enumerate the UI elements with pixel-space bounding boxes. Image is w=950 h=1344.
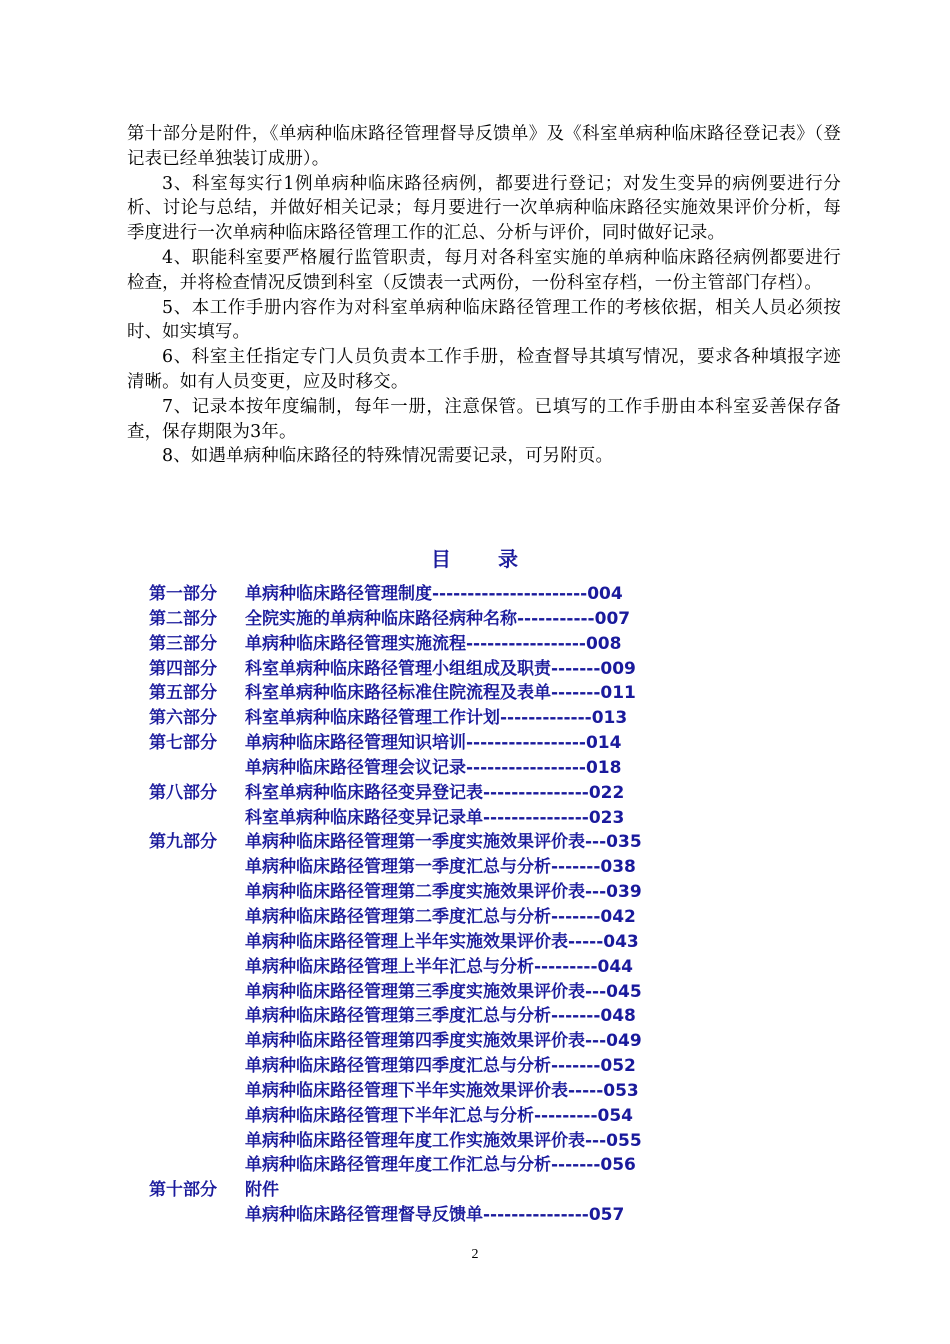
toc-entry: 单病种临床路径管理实施流程-----------------008 xyxy=(245,633,622,654)
toc-row[interactable] xyxy=(149,955,709,980)
paragraph: 4、职能科室要严格履行监管职责，每月对各科室实施的单病种临床路径病例都要进行检查，并将检查情况反馈到科室（反馈表一式两份，一份科室存档，一份主管部门存档）。 xyxy=(127,247,841,293)
toc-entry: 单病种临床路径管理上半年汇总与分析---------044 xyxy=(245,956,633,977)
toc-entry: 附件 xyxy=(245,1180,279,1201)
paragraph: 3、科室每实行1例单病种临床路径病例，都要进行登记；对发生变异的病例要进行分析、讨论与总结，并做好相关记录；每月要进行一次单病种临床路径实施效果评价分析，每季度进行一次单病种临床路径管理工作的汇总、分析与评价，同时做好记录。 xyxy=(127,173,841,244)
toc-row[interactable] xyxy=(149,880,709,905)
toc-row[interactable] xyxy=(149,1203,709,1228)
toc-part-label: 第十部分 xyxy=(149,1180,217,1201)
toc-row[interactable] xyxy=(149,657,709,682)
toc-part-label: 第六部分 xyxy=(149,708,217,729)
toc-entry: 单病种临床路径管理第二季度实施效果评价表---039 xyxy=(245,882,642,903)
toc-entry: 科室单病种临床路径管理工作计划-------------013 xyxy=(245,708,628,729)
toc-row[interactable] xyxy=(149,806,709,831)
toc-row[interactable] xyxy=(149,1178,709,1203)
toc-row[interactable] xyxy=(149,855,709,880)
toc-row[interactable] xyxy=(149,830,709,855)
toc-row[interactable] xyxy=(149,632,709,657)
toc-entry: 单病种临床路径管理下半年实施效果评价表-----053 xyxy=(245,1080,639,1101)
toc-entry: 单病种临床路径管理上半年实施效果评价表-----043 xyxy=(245,931,639,952)
toc-entry: 单病种临床路径管理年度工作汇总与分析-------056 xyxy=(245,1155,636,1176)
paragraph: 5、本工作手册内容作为对科室单病种临床路径管理工作的考核依据，相关人员必须按时、如实填写。 xyxy=(127,297,841,343)
toc-entry: 单病种临床路径管理下半年汇总与分析---------054 xyxy=(245,1105,633,1126)
toc-part-label: 第五部分 xyxy=(149,683,217,704)
toc-part-label: 第八部分 xyxy=(149,782,217,803)
toc-row[interactable] xyxy=(149,582,709,607)
toc-entry: 科室单病种临床路径变异登记表---------------022 xyxy=(245,782,625,803)
toc-entry: 单病种临床路径管理制度----------------------004 xyxy=(245,584,623,604)
toc-part-label: 第一部分 xyxy=(149,584,217,604)
toc-title-right: 录 xyxy=(498,547,519,571)
toc-entry: 科室单病种临床路径标准住院流程及表单-------011 xyxy=(245,683,636,704)
toc-row[interactable] xyxy=(149,1004,709,1029)
toc-part-label: 第四部分 xyxy=(149,658,217,679)
table-of-contents xyxy=(149,582,709,1228)
toc-entry: 单病种临床路径管理第四季度实施效果评价表---049 xyxy=(245,1031,642,1052)
toc-title xyxy=(0,543,950,572)
toc-row[interactable] xyxy=(149,1129,709,1154)
toc-entry: 单病种临床路径管理第三季度汇总与分析-------048 xyxy=(245,1006,636,1027)
toc-title-left: 目 xyxy=(431,547,452,571)
toc-row[interactable] xyxy=(149,1153,709,1178)
toc-entry: 单病种临床路径管理督导反馈单---------------057 xyxy=(245,1205,625,1226)
toc-row[interactable] xyxy=(149,681,709,706)
toc-part-label: 第七部分 xyxy=(149,733,217,754)
toc-entry: 单病种临床路径管理知识培训-----------------014 xyxy=(245,733,622,754)
paragraph: 6、科室主任指定专门人员负责本工作手册，检查督导其填写情况，要求各种填报字迹清晰。如有人员变更，应及时移交。 xyxy=(127,347,841,392)
toc-part-label: 第九部分 xyxy=(149,832,217,853)
toc-row[interactable] xyxy=(149,1104,709,1129)
toc-entry: 单病种临床路径管理第四季度汇总与分析-------052 xyxy=(245,1056,636,1077)
toc-entry: 单病种临床路径管理年度工作实施效果评价表---055 xyxy=(245,1130,642,1151)
paragraph: 8、如遇单病种临床路径的特殊情况需要记录，可另附页。 xyxy=(162,446,614,467)
toc-entry: 单病种临床路径管理第二季度汇总与分析-------042 xyxy=(245,906,636,927)
toc-entry: 科室单病种临床路径变异记录单---------------023 xyxy=(245,807,625,828)
page-number: 2 xyxy=(471,1247,479,1262)
toc-row[interactable] xyxy=(149,1079,709,1104)
toc-entry: 单病种临床路径管理会议记录-----------------018 xyxy=(245,757,622,778)
paragraph: 第十部分是附件，《单病种临床路径管理督导反馈单》及《科室单病种临床路径登记表》（登记表已经单独装订成册）。 xyxy=(127,124,841,169)
toc-row[interactable] xyxy=(149,607,709,632)
toc-entry: 科室单病种临床路径管理小组组成及职责-------009 xyxy=(245,658,636,679)
toc-row[interactable] xyxy=(149,1029,709,1054)
toc-entry: 单病种临床路径管理第一季度汇总与分析-------038 xyxy=(245,857,636,878)
toc-row[interactable] xyxy=(149,731,709,756)
toc-row[interactable] xyxy=(149,930,709,955)
paragraph: 7、记录本按年度编制，每年一册，注意保管。已填写的工作手册由本科室妥善保存备查，保存期限为3年。 xyxy=(127,396,841,442)
toc-entry: 全院实施的单病种临床路径病种名称-----------007 xyxy=(245,608,631,629)
toc-entry: 单病种临床路径管理第一季度实施效果评价表---035 xyxy=(245,832,642,853)
toc-row[interactable] xyxy=(149,905,709,930)
toc-part-label: 第二部分 xyxy=(149,608,217,629)
toc-part-label: 第三部分 xyxy=(149,633,217,654)
toc-row[interactable] xyxy=(149,706,709,731)
toc-row[interactable] xyxy=(149,781,709,806)
toc-row[interactable] xyxy=(149,1054,709,1079)
toc-row[interactable] xyxy=(149,756,709,781)
toc-entry: 单病种临床路径管理第三季度实施效果评价表---045 xyxy=(245,981,642,1002)
body-text xyxy=(127,122,841,469)
toc-row[interactable] xyxy=(149,980,709,1005)
